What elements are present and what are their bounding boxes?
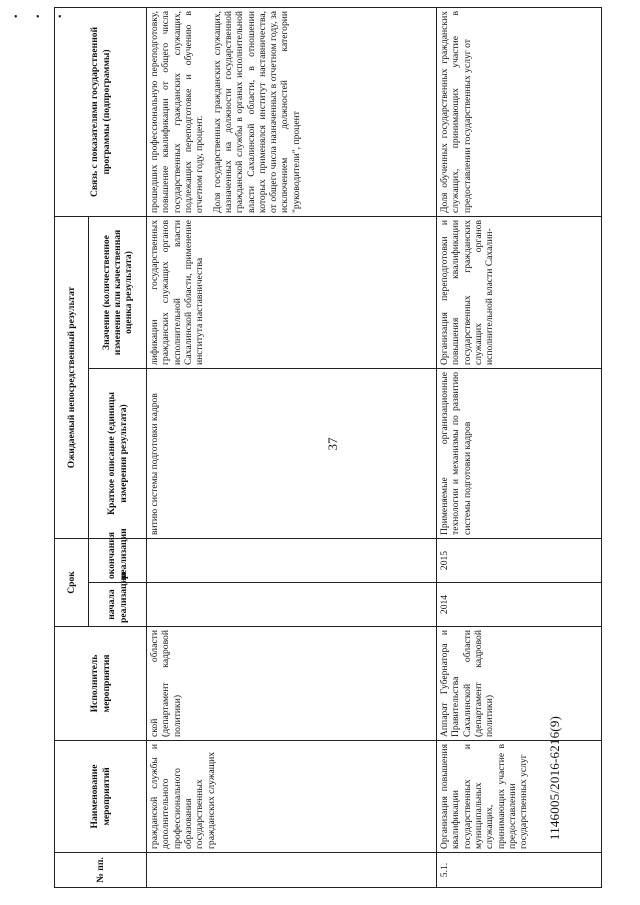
table-row (147, 7, 437, 887)
row-num (147, 853, 437, 888)
row-link-paragraph: Доля государственных гражданских служащих, назначенных на должности государственной гражданской службы в органах исполнительной власти Сахалинской области, в отношении которых применялся институт наставничества, от общего числа назначенных в отчетном году, за исключением должностей категории "руководители", процент (211, 10, 302, 213)
row-name: гражданской службы и дополнительного профессионального образования государственных гражданских служащих (147, 741, 437, 853)
row-end (147, 539, 437, 583)
header-expected-value: Значение (количественное изменение или качественная оценка результата) (89, 216, 147, 368)
row-link-paragraph: Доля обученных государственных гражданских служащих, принимающих участие в предоставлении государственных услуг от (439, 10, 473, 213)
row-value: лификации государственных гражданских служащих органов исполнительной власти Сахалинской области, применение института наставничества (147, 216, 437, 368)
row-start (147, 583, 437, 627)
header-term-start: начала реализации (89, 583, 147, 627)
row-start: 2014 (437, 583, 602, 627)
rotated-table-container (54, 8, 602, 888)
header-name: Наименование мероприятий (55, 741, 147, 853)
table-row (437, 7, 602, 887)
scan-mark-dots: • • • (14, 12, 70, 23)
header-term-end: окончания реализации (89, 539, 147, 583)
measures-table (54, 7, 602, 888)
document-id: 1146005/2016-6216(9) (547, 715, 562, 841)
row-end: 2015 (437, 539, 602, 583)
row-link (147, 7, 437, 216)
row-desc: Применяемые организационные технологии и механизмы по развитию системы подготовки кадров (437, 369, 602, 539)
row-executor: Аппарат Губернатора и Правительства Сахалинской области (департамент кадровой политики) (437, 627, 602, 741)
header-link: Связь с показателями государственной программы (подпрограммы) (55, 7, 147, 216)
header-executor: Исполнитель мероприятия (55, 627, 147, 741)
row-desc: витию системы подготовки кадров (147, 369, 437, 539)
header-expected: Ожидаемый непосредственный результат (55, 216, 89, 538)
header-expected-desc: Краткое описание (единицы измерения результата) (89, 369, 147, 539)
page-number: 37 (325, 437, 340, 451)
header-num: № пп. (55, 853, 147, 888)
header-term: Срок (55, 539, 89, 627)
row-link-paragraph: прошедших профессиональную переподготовку, повышение квалификации от общего числа государственных гражданских служащих, подлежащих переподготовке и обучению в отчетном году, процент. (149, 10, 206, 213)
row-value: Организация переподготовки и повышения квалификации государственных гражданских служащих органов исполнительной власти Сахалин- (437, 216, 602, 368)
row-name: Организация повышения квалификации государственных и муниципальных служащих, принимающих участие в предоставлении государственных услуг (437, 741, 602, 853)
row-link (437, 7, 602, 216)
row-executor: ской области (департамент кадровой политики) (147, 627, 437, 741)
row-num: 5.1. (437, 853, 602, 888)
